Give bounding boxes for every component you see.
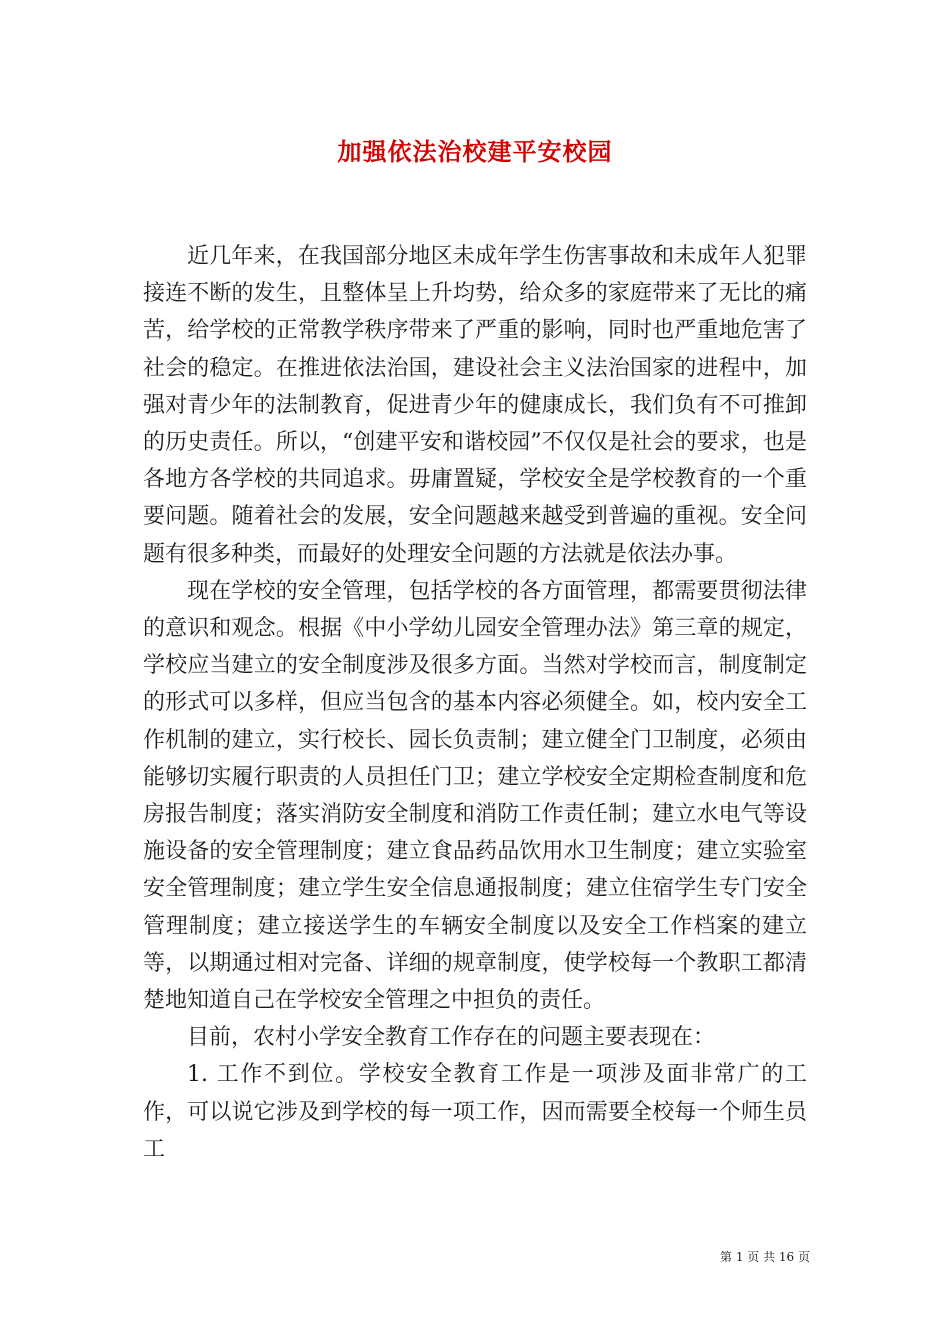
paragraph-4: 1. 工作不到位。学校安全教育工作是一项涉及面非常广的工作，可以说它涉及到学校的每一项工作，因而需要全校每一个师生员工 <box>143 1062 807 1162</box>
document-body <box>143 238 807 1168</box>
paragraph-1: 近几年来，在我国部分地区未成年学生伤害事故和未成年人犯罪接连不断的发生，且整体呈上升均势，给众多的家庭带来了无比的痛苦，给学校的正常教学秩序带来了严重的影响，同时也严重地危害了社会的稳定。在推进依法治国，建设社会主义法治国家的进程中，加强对青少年的法制教育，促进青少年的健康成长，我们负有不可推卸的历史责任。所以，“创建平安和谐校园”不仅仅是社会的要求，也是各地方各学校的共同追求。毋庸置疑，学校安全是学校教育的一个重要问题。随着社会的发展，安全问题越来越受到普遍的重视。安全问题有很多种类，而最好的处理安全问题的方法就是依法办事。 <box>143 244 807 567</box>
document-title: 加强依法治校建平安校园 <box>337 137 613 166</box>
paragraph-3: 目前，农村小学安全教育工作存在的问题主要表现在： <box>187 1025 716 1051</box>
paragraph-2: 现在学校的安全管理，包括学校的各方面管理，都需要贯彻法律的意识和观念。根据《中小学幼儿园安全管理办法》第三章的规定，学校应当建立的安全制度涉及很多方面。当然对学校而言，制度制定的形式可以多样，但应当包含的基本内容必须健全。如，校内安全工作机制的建立，实行校长、园长负责制；建立健全门卫制度，必须由能够切实履行职责的人员担任门卫；建立学校安全定期检查制度和危房报告制度；落实消防安全制度和消防工作责任制；建立水电气等设施设备的安全管理制度；建立食品药品饮用水卫生制度；建立实验室安全管理制度；建立学生安全信息通报制度；建立住宿学生专门安全管理制度；建立接送学生的车辆安全制度以及安全工作档案的建立等，以期通过相对完备、详细的规章制度，使学校每一个教职工都清楚地知道自己在学校安全管理之中担负的责任。 <box>143 578 807 1014</box>
page-number: 第 1 页 共 16 页 <box>720 1250 810 1264</box>
